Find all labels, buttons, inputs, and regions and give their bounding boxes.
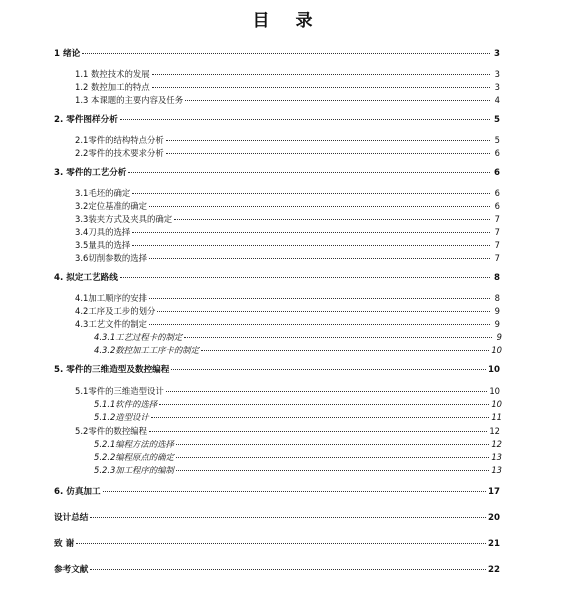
toc-entry-page: 10: [491, 399, 502, 409]
toc-entry[interactable]: [75, 385, 500, 397]
toc-entry-label: 4.3工艺文件的制定: [75, 319, 147, 329]
toc-entry[interactable]: [54, 538, 500, 550]
toc-entry-label: 参考文献: [54, 565, 89, 575]
toc-entry-page: 13: [491, 465, 502, 475]
toc-leader: [149, 206, 490, 207]
toc-entry-label: 5.2.1编程方法的选择: [94, 439, 174, 449]
toc-leader: [149, 298, 490, 299]
toc-entry-label: 4.3.2数控加工工序卡的制定: [94, 345, 200, 355]
toc-leader: [128, 172, 490, 173]
toc-entry-page: 7: [494, 214, 500, 224]
toc-entry-page: 22: [488, 565, 500, 575]
toc-entry-label: 3.3装夹方式及夹具的确定: [75, 214, 173, 224]
toc-entry-label: 5.2零件的数控编程: [75, 426, 147, 436]
toc-entry-label: 2.1零件的结构特点分析: [75, 135, 164, 145]
toc-entry[interactable]: [94, 464, 502, 476]
toc-entry-page: 9: [494, 319, 500, 329]
toc-entry-page: 7: [494, 227, 500, 237]
toc-entry-label: 5.2.3加工程序的编制: [94, 465, 174, 475]
toc-leader: [171, 369, 486, 370]
toc-entry[interactable]: [75, 239, 500, 251]
toc-entry-label: 1 绪论: [54, 49, 81, 59]
toc-entry[interactable]: [94, 411, 502, 423]
toc-entry-page: 7: [494, 240, 500, 250]
toc-entry-page: 3: [494, 82, 500, 92]
toc-entry-page: 8: [494, 273, 500, 283]
toc-entry-page: 3: [494, 69, 500, 79]
toc-leader: [90, 517, 486, 518]
toc-entry-label: 2. 零件图样分析: [54, 115, 118, 125]
toc-leader: [152, 87, 490, 88]
toc-leader: [149, 324, 490, 325]
toc-entry-label: 3.6切削参数的选择: [75, 253, 147, 263]
toc-entry[interactable]: [75, 200, 500, 212]
toc-entry-page: 10: [489, 386, 500, 396]
toc-entry[interactable]: [75, 81, 500, 93]
toc-entry[interactable]: [75, 318, 500, 330]
toc-entry-label: 4. 拟定工艺路线: [54, 273, 118, 283]
toc-entry-label: 5.1.2造型设计: [94, 412, 149, 422]
toc-entry[interactable]: [94, 451, 502, 463]
toc-entry-page: 6: [494, 148, 500, 158]
toc-entry[interactable]: [94, 438, 502, 450]
toc-entry-page: 11: [491, 412, 502, 422]
toc-entry-label: 致 谢: [54, 539, 75, 549]
toc-entry-label: 3. 零件的工艺分析: [54, 168, 127, 178]
toc-entry-label: 4.1加工顺序的安排: [75, 293, 147, 303]
toc-leader: [76, 543, 486, 544]
toc-entry-page: 6: [494, 201, 500, 211]
toc-entry-page: 5: [494, 115, 500, 125]
toc-entry[interactable]: [94, 398, 502, 410]
toc-entry[interactable]: [75, 252, 500, 264]
toc-entry-page: 10: [488, 365, 500, 375]
toc-entry[interactable]: [75, 226, 500, 238]
toc-entry[interactable]: [94, 331, 502, 343]
toc-entry[interactable]: [75, 305, 500, 317]
toc-leader: [82, 53, 490, 54]
toc-entry-label: 6. 仿真加工: [54, 487, 101, 497]
toc-leader: [166, 391, 488, 392]
toc-entry[interactable]: [54, 564, 500, 576]
toc-leader: [132, 245, 490, 246]
toc-entry[interactable]: [54, 167, 500, 179]
toc-entry[interactable]: [94, 344, 502, 356]
toc-entry[interactable]: [75, 134, 500, 146]
toc-leader: [176, 444, 489, 445]
toc-entry[interactable]: [75, 213, 500, 225]
toc-leader: [152, 74, 490, 75]
toc-entry-page: 21: [488, 539, 500, 549]
toc-entry-page: 12: [489, 426, 500, 436]
toc-entry-page: 3: [494, 49, 500, 59]
toc-entry-label: 5.1零件的三维造型设计: [75, 386, 164, 396]
toc-entry[interactable]: [75, 147, 500, 159]
toc-leader: [132, 232, 490, 233]
toc-entry-page: 4: [494, 95, 500, 105]
toc-entry[interactable]: [54, 512, 500, 524]
toc-entry[interactable]: [54, 486, 500, 498]
toc-entry-page: 8: [494, 293, 500, 303]
toc-entry-label: 2.2零件的技术要求分析: [75, 148, 164, 158]
toc-entry-page: 5: [494, 135, 500, 145]
toc-entry-page: 6: [494, 188, 500, 198]
toc-entry[interactable]: [54, 272, 500, 284]
toc-leader: [159, 404, 489, 405]
toc-leader: [174, 219, 490, 220]
toc-entry[interactable]: [75, 68, 500, 80]
toc-entry-label: 3.5量具的选择: [75, 240, 131, 250]
toc-leader: [157, 311, 490, 312]
toc-entry-label: 3.1毛坯的确定: [75, 188, 131, 198]
toc-entry-label: 4.2工序及工步的划分: [75, 306, 156, 316]
toc-leader: [166, 153, 490, 154]
toc-entry-page: 12: [491, 439, 502, 449]
toc-leader: [149, 258, 490, 259]
toc-entry[interactable]: [75, 425, 500, 437]
toc-entry-page: 7: [494, 253, 500, 263]
toc-entry-label: 1.3 本课题的主要内容及任务: [75, 95, 184, 105]
toc-entry-page: 6: [494, 168, 500, 178]
toc-entry-label: 3.2定位基准的确定: [75, 201, 147, 211]
toc-leader: [151, 417, 490, 418]
toc-leader: [176, 457, 489, 458]
toc-leader: [185, 100, 490, 101]
toc-leader: [149, 431, 487, 432]
toc-entry[interactable]: [54, 114, 500, 126]
toc-leader: [132, 193, 490, 194]
toc-entry[interactable]: [75, 292, 500, 304]
toc-entry[interactable]: [75, 187, 500, 199]
toc-entry-label: 5. 零件的三维造型及数控编程: [54, 365, 170, 375]
toc-entry-label: 3.4刀具的选择: [75, 227, 131, 237]
toc-entry-label: 5.1.1软件的选择: [94, 399, 158, 409]
toc-entry-label: 1.1 数控技术的发展: [75, 69, 150, 79]
toc-entry[interactable]: [75, 94, 500, 106]
toc-entry-page: 10: [491, 345, 502, 355]
toc-leader: [90, 569, 486, 570]
toc-leader: [166, 140, 490, 141]
toc-leader: [184, 337, 492, 338]
toc-entry-page: 20: [488, 513, 500, 523]
toc-entry-page: 17: [488, 487, 500, 497]
toc-entry[interactable]: [54, 364, 500, 376]
toc-entry-label: 5.2.2编程原点的确定: [94, 452, 174, 462]
toc-leader: [120, 277, 490, 278]
toc-entry[interactable]: [54, 48, 500, 60]
toc-entry-label: 设计总结: [54, 513, 89, 523]
toc-entry-page: 13: [491, 452, 502, 462]
toc-entry-label: 1.2 数控加工的特点: [75, 82, 150, 92]
page-title: 目 录: [252, 11, 323, 31]
toc-leader: [176, 470, 489, 471]
toc-entry-page: 9: [494, 306, 500, 316]
toc-leader: [103, 491, 486, 492]
toc-leader: [120, 119, 490, 120]
toc-entry-label: 4.3.1工艺过程卡的制定: [94, 332, 183, 342]
toc-leader: [201, 350, 489, 351]
toc-entry-page: 9: [496, 332, 502, 342]
